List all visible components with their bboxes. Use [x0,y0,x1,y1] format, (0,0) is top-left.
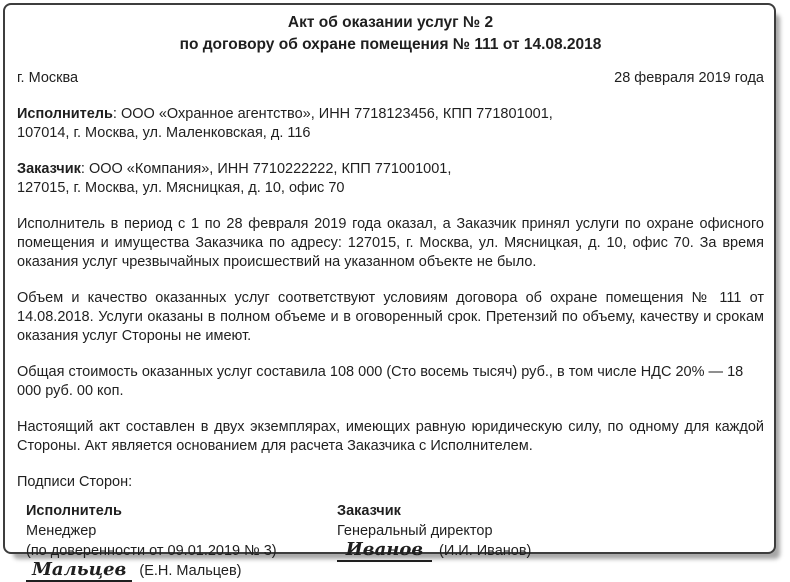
executor-attorney: (по доверенности от 09.01.2019 № 3) [26,543,277,559]
customer-label: Заказчик [17,161,81,177]
body-paragraph-copies: Настоящий акт составлен в двух экземплярах, имеющих равную юридическую силу, по одному для каждой Стороны. Акт является основанием для расчета Заказчика с Исполнителем. [17,419,764,454]
executor-party-label: Исполнитель [26,503,122,519]
title-line-1: Акт об оказании услуг № 2 [287,14,494,31]
executor-signature-block [26,501,337,582]
customer-party-label: Заказчик [337,503,401,519]
title-line-2: по договору об охране помещения № 111 от 14.08.2018 [179,36,602,53]
customer-address: 127015, г. Москва, ул. Мясницкая, д. 10, офис 70 [17,180,345,196]
executor-position: Менеджер [26,523,97,539]
act-document [3,3,776,580]
executor-info: : ООО «Охранное агентство», ИНН 7718123456, КПП 771801001, [112,106,553,122]
body-paragraph-quality: Объем и качество оказанных услуг соответствуют условиям договора об охране помещения № 111 от 14.08.2018. Услуги оказаны в полном объеме и в оговоренный срок. Претензий по объему, качеству и срокам оказания услуг Стороны не имеют. [17,290,764,344]
executor-details [17,105,764,143]
customer-info: : ООО «Компания», ИНН 7710222222, КПП 771001001, [80,161,452,177]
customer-signature-row [337,541,764,562]
customer-details [17,160,764,198]
city-date-row [17,69,764,88]
executor-name: (Е.Н. Мальцев) [139,563,242,579]
executor-address: 107014, г. Москва, ул. Маленковская, д. 116 [17,125,311,141]
document-date: 28 февраля 2019 года [614,70,764,86]
customer-signature-block [337,501,764,582]
customer-signature: Иванов [337,541,432,562]
signatures-heading: Подписи Сторон: [17,474,133,490]
signatures-section [17,501,764,582]
body-paragraph-cost: Общая стоимость оказанных услуг составила 108 000 (Сто восемь тысяч) руб., в том числе НДС 20% — 18 000 руб. 00 коп. [17,364,744,399]
document-title [17,12,764,56]
body-paragraph-services: Исполнитель в период с 1 по 28 февраля 2019 года оказал, а Заказчик принял услуги по охране офисного помещения и имущества Заказчика по адресу: 127015, г. Москва, ул. Мясницкая, д. 10, офис 70. За время оказания услуг чрезвычайных происшествий на указанном объекте не было. [17,216,764,270]
customer-name: (И.И. Иванов) [439,543,532,559]
executor-label: Исполнитель [17,106,113,122]
customer-position: Генеральный директор [337,523,493,539]
executor-signature: Мальцев [26,561,132,582]
city: г. Москва [17,70,79,86]
